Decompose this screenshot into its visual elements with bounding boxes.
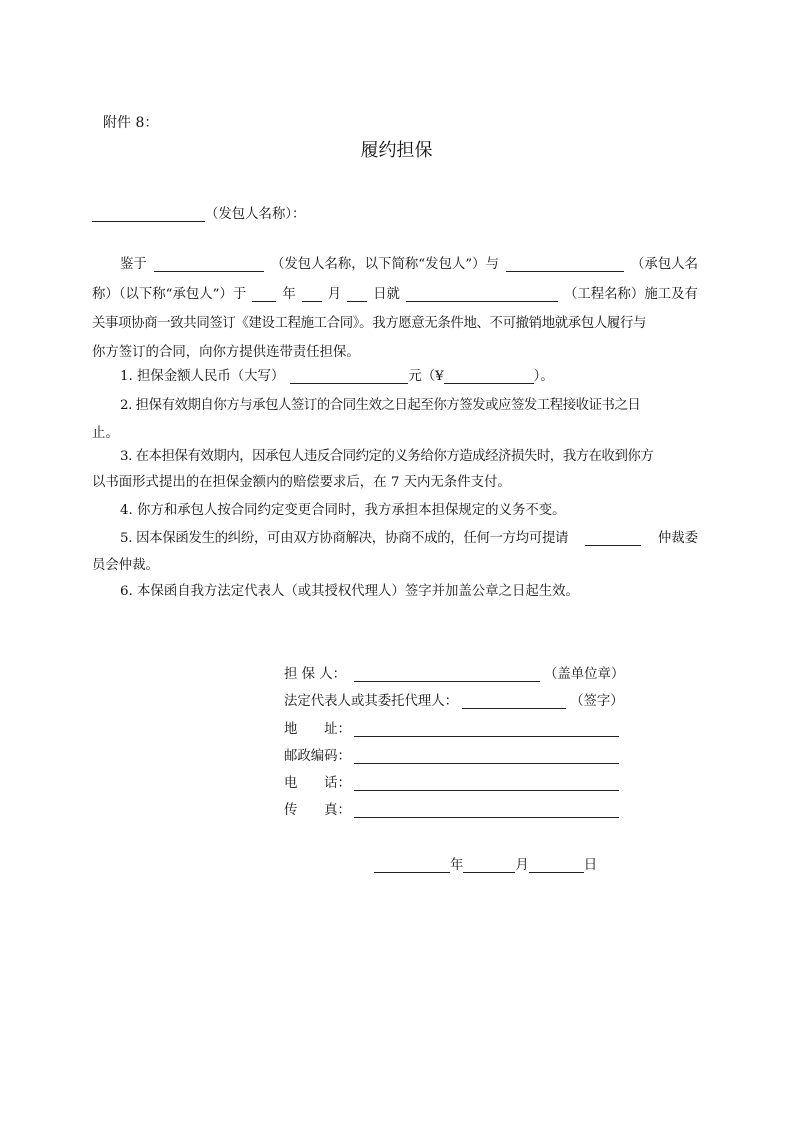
postcode-blank[interactable] [354,750,619,764]
clause-3-line-1 [120,446,698,464]
fax-label: 传 真： [284,803,351,818]
document-title: 履约担保 [360,140,433,161]
amount-figures-blank[interactable] [444,370,534,384]
clause-2-line-2 [92,423,698,441]
clause-text: ）。 [533,369,554,384]
phone-label: 电 话： [284,776,351,791]
clause-text: 2. 担保有效期自你方与承包人签订的合同生效之日起至你方签发或应签发工程接收证书之日 [120,398,641,413]
amount-words-blank[interactable] [290,370,408,384]
phone-row [284,773,619,791]
date-year-label: 年 [450,858,464,873]
intro-line-2 [92,284,698,302]
guarantor-note: （盖单位章） [544,667,625,682]
intro-text: 月 [327,287,342,302]
intro-text: 日就 [373,287,400,302]
clause-3-line-2 [92,472,698,490]
clause-text: 以书面形式提出的在担保金额内的赔偿要求后，在 7 天内无条件支付。 [92,475,511,490]
intro-text: （工程名称）施工及有 [563,287,698,302]
date-year-blank[interactable] [374,859,450,873]
address-blank[interactable] [354,723,619,737]
employer-name-blank[interactable] [92,208,205,222]
fax-blank[interactable] [354,804,619,818]
arbitration-committee-blank[interactable] [585,532,641,546]
date-row [374,855,597,873]
clause-text: 元（¥ [408,369,444,384]
addressee-line [92,204,698,222]
clause-2-line-1 [120,395,698,413]
intro-text: （承包人名 [631,257,698,272]
employer-name-blank-2[interactable] [154,258,264,272]
clause-6 [120,581,726,599]
clause-5-line-2 [92,555,698,573]
postcode-label: 邮政编码： [284,749,351,764]
intro-text: 鉴于 [120,257,147,272]
project-name-blank[interactable] [406,288,558,302]
intro-line-1 [120,254,698,272]
intro-text: 年 [282,287,296,302]
clause-text: 仲裁委 [657,531,698,546]
intro-text: 称）（以下称“承包人”）于 [92,287,247,302]
postcode-row [284,746,619,764]
day-blank[interactable] [347,288,367,302]
clause-text: 1. 担保金额人民币（大写） [120,369,285,384]
month-blank[interactable] [302,288,322,302]
clause-text: 4. 你方和承包人按合同约定变更合同时，我方承担本担保规定的义务不变。 [120,503,566,518]
clause-4 [120,500,726,518]
year-blank[interactable] [252,288,276,302]
intro-text: （发包人名称，以下简称“发包人”）与 [270,257,499,272]
representative-row [284,691,624,709]
fax-row [284,800,619,818]
clause-1 [120,366,600,384]
intro-text: 关事项协商一致共同签订《建设工程施工合同》。我方愿意无条件地、不可撤销地就承包人履行与 [92,316,647,331]
guarantor-row [284,664,624,682]
date-month-blank[interactable] [463,859,515,873]
guarantor-label: 担 保 人： [284,667,347,682]
representative-blank[interactable] [462,695,566,709]
representative-label: 法定代表人或其委托代理人： [284,694,459,709]
address-row [284,719,619,737]
addressee-suffix: （发包人名称）： [205,207,306,222]
intro-line-4 [92,342,698,360]
attachment-label: 附件 8： [103,115,159,131]
date-month-label: 月 [515,858,529,873]
address-label: 地 址： [284,722,351,737]
clause-text: 5. 因本保函发生的纠纷，可由双方协商解决，协商不成的，任何一方均可提请 [120,531,569,546]
clause-text: 止。 [92,426,119,441]
representative-note: （签字） [570,694,624,709]
contractor-name-blank[interactable] [506,258,624,272]
clause-text: 3. 在本担保有效期内，因承包人违反合同约定的义务给你方造成经济损失时，我方在收到你方 [120,449,654,464]
intro-line-3 [92,313,698,331]
date-day-blank[interactable] [529,859,584,873]
clause-5-line-1 [120,528,698,546]
clause-text: 员会仲裁。 [92,558,159,573]
clause-text: 6. 本保函自我方法定代表人（或其授权代理人）签字并加盖公章之日起生效。 [120,584,579,599]
guarantor-blank[interactable] [354,668,540,682]
date-day-label: 日 [583,858,598,873]
intro-text: 你方签订的合同，向你方提供连带责任担保。 [92,345,360,360]
phone-blank[interactable] [354,777,619,791]
